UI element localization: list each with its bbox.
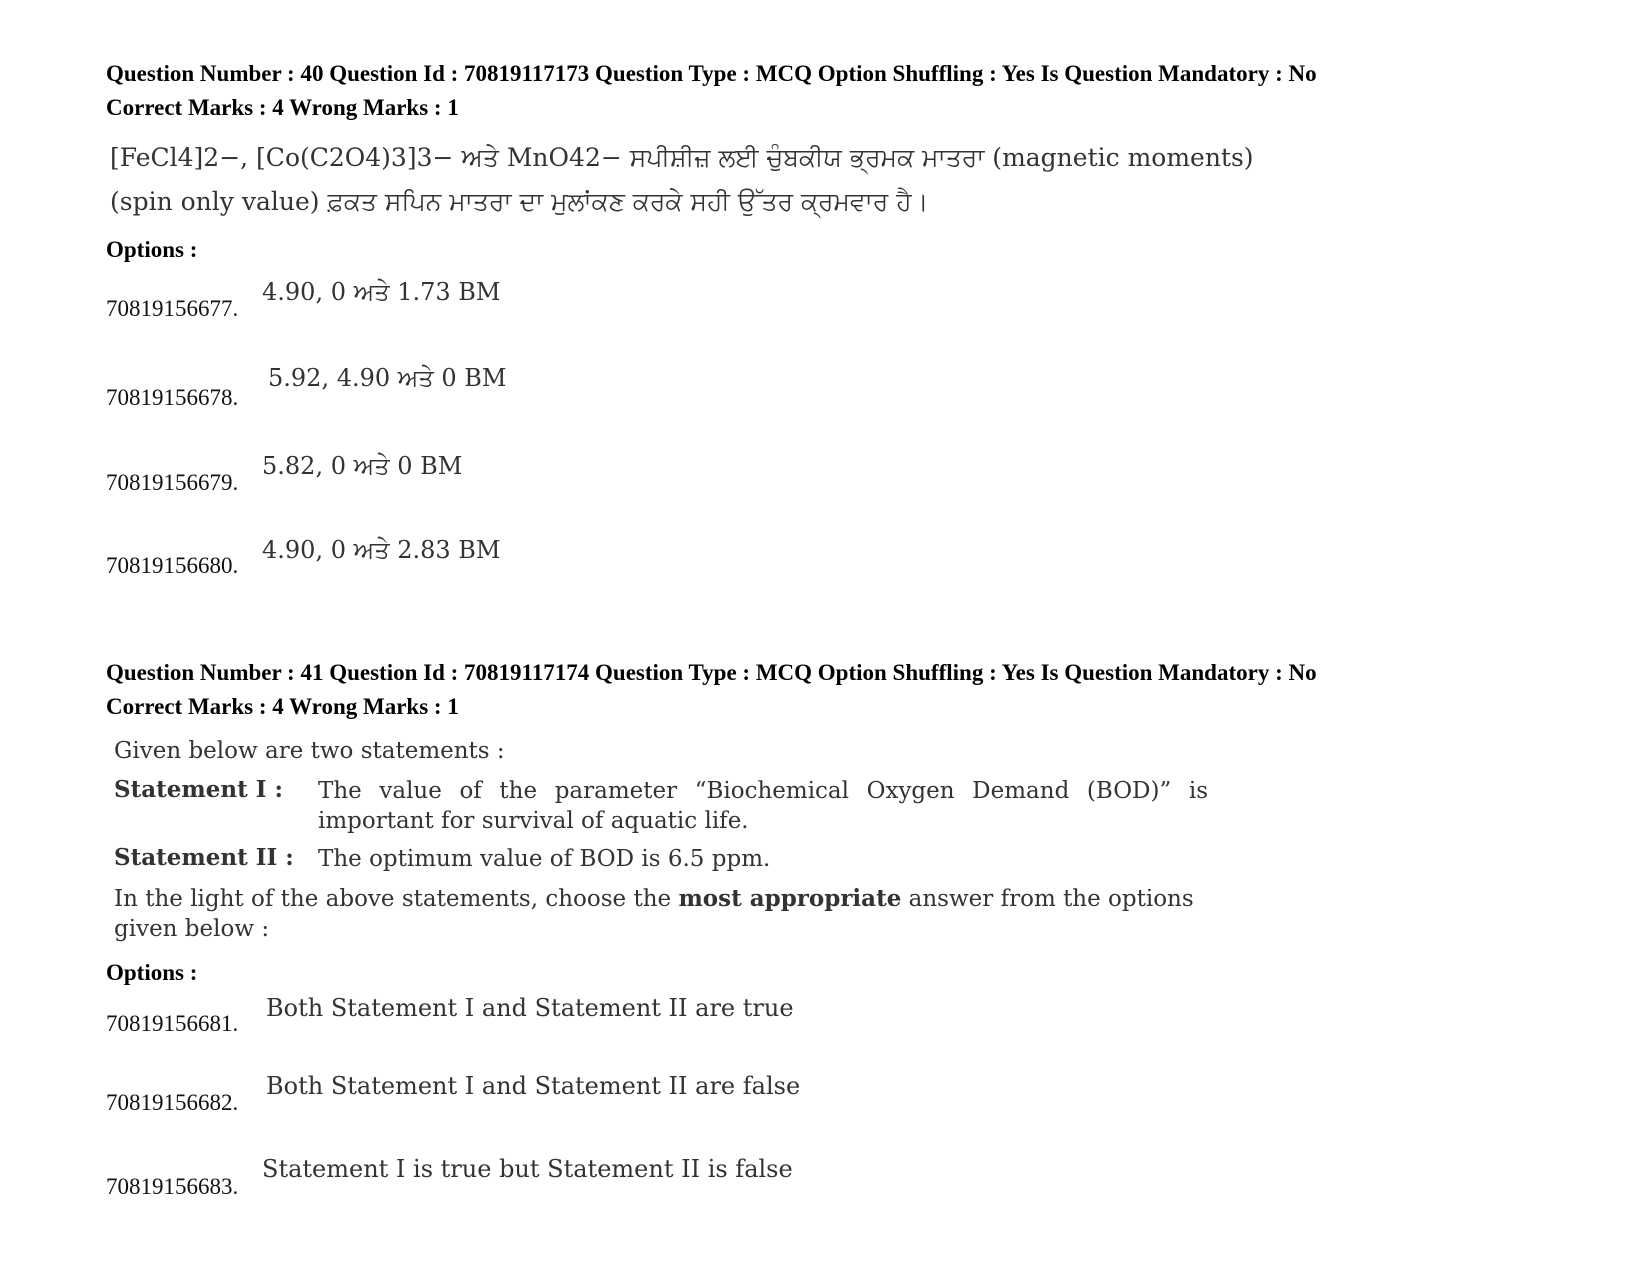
q41-statement1-label: Statement I :: [114, 776, 283, 803]
q41-option-text[interactable]: Both Statement I and Statement II are false: [266, 1072, 801, 1100]
q41-option-text[interactable]: Statement I is true but Statement II is false: [262, 1155, 793, 1183]
q41-statement2-label: Statement II :: [114, 844, 294, 871]
q40-option-id: 70819156677.: [106, 296, 239, 321]
q41-instruction-bold: most appropriate: [678, 885, 902, 912]
q41-statement2-text: The optimum value of BOD is 6.5 ppm.: [318, 846, 771, 872]
q41-instruction-post: answer from the options given below :: [114, 886, 1194, 942]
q40-question-line1: [110, 142, 1254, 174]
q40-option-id: 70819156678.: [106, 385, 239, 410]
q40-question-species: [FeCl4]2−, [Co(C2O4)3]3− ਅਤੇ MnO42−: [110, 143, 622, 172]
q40-options-label: Options :: [106, 237, 198, 262]
q40-option-id: 70819156679.: [106, 470, 239, 495]
q41-intro: Given below are two statements :: [114, 738, 505, 764]
q40-question-line2: (spin only value) ਫ਼ਕਤ ਸਪਿਨ ਮਾਤਰਾ ਦਾ ਮੁਲਾਂਕਣ ਕਰਕੇ ਸਹੀ ਉੱਤਰ ਕ੍ਰਮਵਾਰ ਹੈ।: [110, 187, 929, 216]
q40-option-text[interactable]: 4.90, 0 ਅਤੇ 2.83 BM: [262, 536, 501, 564]
q40-option-id: 70819156680.: [106, 553, 239, 578]
q41-instruction: [114, 884, 1209, 944]
q41-option-id: 70819156682.: [106, 1090, 239, 1115]
q40-header-line1: Question Number : 40 Question Id : 70819117173 Question Type : MCQ Option Shuffling : Yes Is Question Mandatory : No: [106, 61, 1317, 86]
q41-header-line2: Correct Marks : 4 Wrong Marks : 1: [106, 694, 459, 719]
q40-option-text[interactable]: 4.90, 0 ਅਤੇ 1.73 BM: [262, 278, 501, 306]
q41-header-line1: Question Number : 41 Question Id : 70819117174 Question Type : MCQ Option Shuffling : Yes Is Question Mandatory : No: [106, 660, 1317, 685]
q41-instruction-pre: In the light of the above statements, choose the: [114, 886, 672, 912]
q41-statement1-text: The value of the parameter “Biochemical Oxygen Demand (BOD)” is important for survival of aquatic life.: [318, 778, 1208, 834]
q41-option-text[interactable]: Both Statement I and Statement II are true: [266, 994, 794, 1022]
q40-question-line1-rest: ਸਪੀਸ਼ੀਜ਼ ਲਈ ਚੁੰਬਕੀਯ ਭ੍ਰਮਕ ਮਾਤਰਾ (magnetic moments): [629, 143, 1254, 172]
q41-option-id: 70819156681.: [106, 1011, 239, 1036]
q41-option-id: 70819156683.: [106, 1174, 239, 1199]
q40-option-text[interactable]: 5.92, 4.90 ਅਤੇ 0 BM: [268, 364, 507, 392]
q41-options-label: Options :: [106, 960, 198, 985]
q40-header-line2: Correct Marks : 4 Wrong Marks : 1: [106, 95, 459, 120]
q40-option-text[interactable]: 5.82, 0 ਅਤੇ 0 BM: [262, 452, 463, 480]
